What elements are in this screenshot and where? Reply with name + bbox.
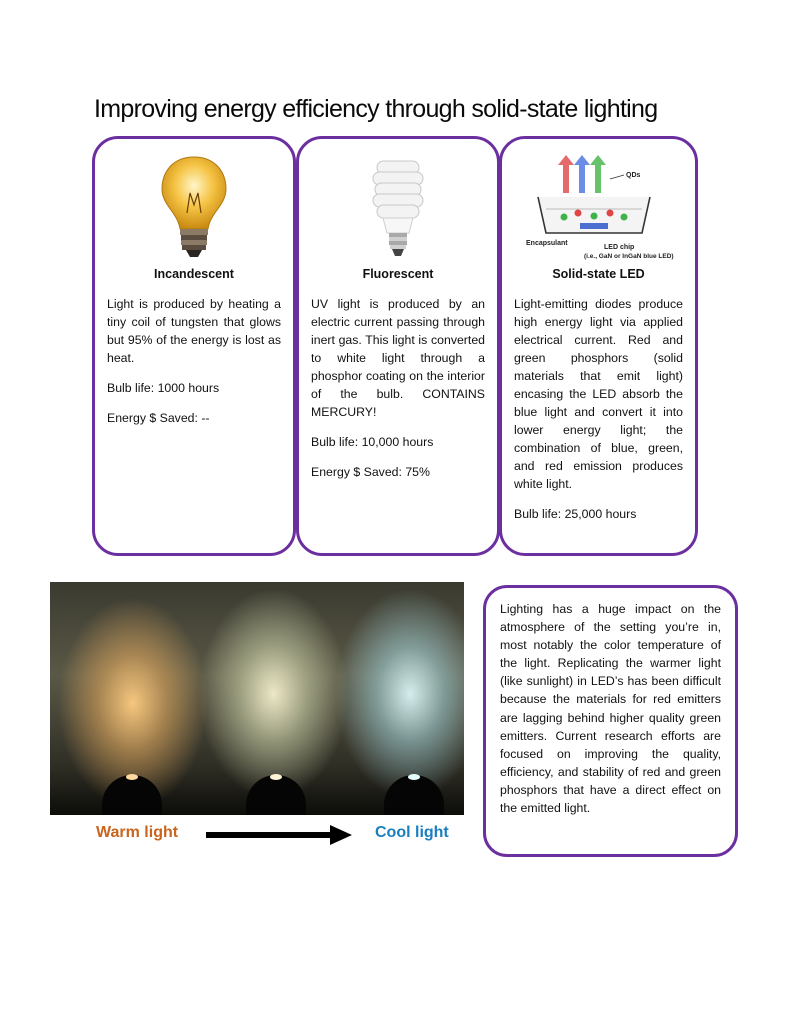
- page-title: Improving energy efficiency through solid-state lighting: [94, 95, 658, 123]
- card-description: UV light is produced by an electric current passing through inert gas. This light is converted to white light through a phosphor coating on the interior of the bulb. CONTAINS MERCURY!: [311, 297, 485, 419]
- light-fixture: [102, 775, 162, 815]
- lighting-impact-box: [483, 585, 738, 857]
- cool-light-label: Cool light: [375, 824, 449, 841]
- card-heading: Incandescent: [154, 267, 234, 281]
- fluorescent-card: [296, 136, 500, 556]
- light-fixture: [384, 775, 444, 815]
- warm-bulb: [126, 774, 138, 780]
- card-description: Light-emitting diodes produce high energy light via applied electrical current. Red and green phosphors (solid materials that emit light) encasing the LED absorb the blue light and convert it into lower energy light; the combination of blue, green, and red emission produces white light.: [514, 297, 683, 491]
- arrow-right-icon: [206, 824, 352, 846]
- energy-saved: Energy $ Saved: --: [107, 411, 210, 425]
- card-heading: Fluorescent: [362, 267, 434, 281]
- bulb-life: Bulb life: 1000 hours: [107, 381, 220, 395]
- color-temperature-photo: [50, 582, 464, 815]
- lighting-impact-text: Lighting has a huge impact on the atmosphere of the setting you’re in, most notably the color temperature of the light. Replicating the warmer light (like sunlight) in LED’s has been difficult because the materials for red emitters are lagging behind higher quality green emitters. Current research efforts are focused on improving the quality, efficiency, and stability of red and green phosphors that have a direct effect on the emitted light.: [500, 602, 721, 816]
- card-body: [514, 295, 683, 535]
- card-description: Light is produced by heating a tiny coil of tungsten that glows but 95% of the energy is lost as heat.: [107, 297, 281, 365]
- bulb-life: Bulb life: 25,000 hours: [514, 507, 637, 521]
- qds-label: QDs: [625, 172, 640, 179]
- fluorescent-bulb-image: [299, 153, 497, 268]
- encapsulant-label: Encapsulant: [525, 240, 568, 247]
- neutral-bulb: [270, 774, 282, 780]
- led-diagram: [502, 153, 695, 268]
- light-fixture: [246, 775, 306, 815]
- card-heading: Solid-state LED: [552, 267, 645, 281]
- card-body: [107, 295, 281, 439]
- led-chip-label: LED chip: [603, 244, 634, 251]
- cool-bulb: [408, 774, 420, 780]
- incandescent-card: [92, 136, 296, 556]
- energy-saved: Energy $ Saved: 75%: [311, 465, 430, 479]
- bulb-life: Bulb life: 10,000 hours: [311, 435, 434, 449]
- incandescent-bulb-image: [95, 153, 293, 268]
- led-card: [499, 136, 698, 556]
- warm-light-label: Warm light: [96, 824, 179, 841]
- led-chip-sublabel: (i.e., GaN or InGaN blue LED): [583, 253, 674, 260]
- card-body: [311, 295, 485, 493]
